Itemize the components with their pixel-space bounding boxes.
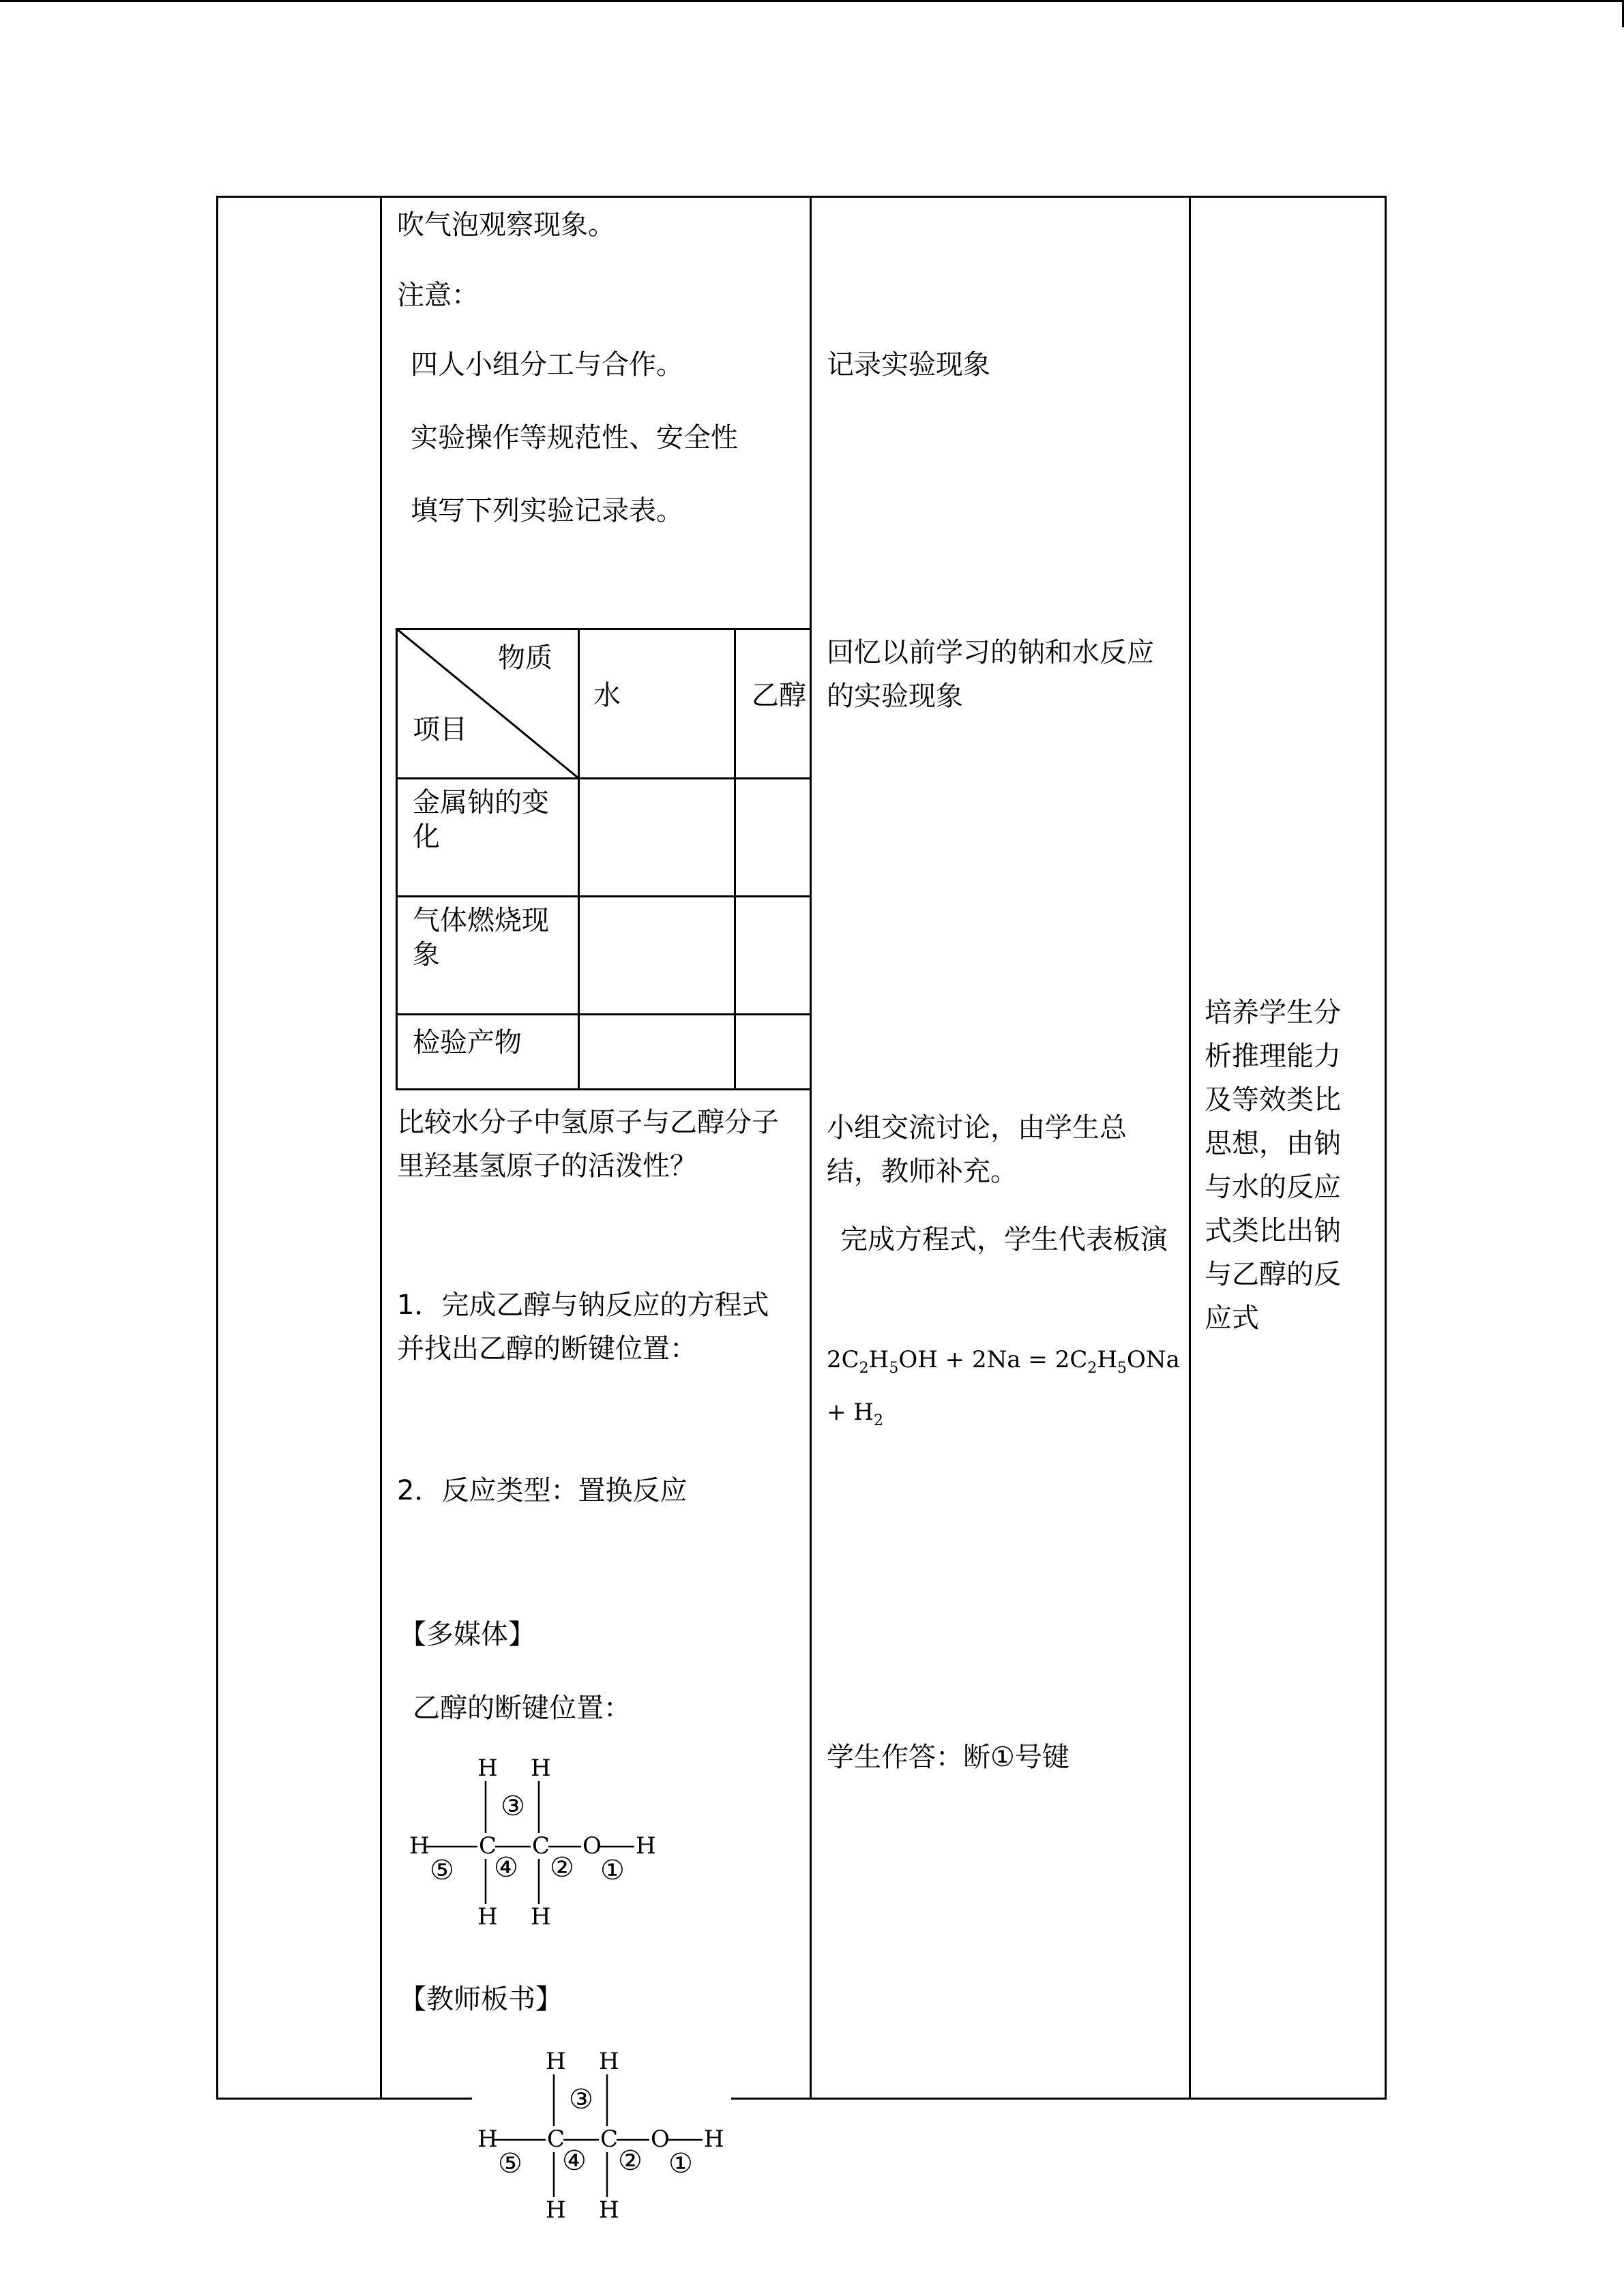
table-bottom-border-left [216, 2098, 475, 2100]
atom-c1: C [479, 1832, 497, 1860]
note-fill-table: 填写下列实验记录表。 [411, 495, 683, 526]
text-bubble-observe: 吹气泡观察现象。 [397, 209, 615, 241]
bond-2-marker: ② [618, 2145, 643, 2177]
table-bottom-border-right [724, 2098, 1387, 2100]
equation-task: 完成方程式，学生代表板演 [840, 1224, 1168, 1255]
bond-4-marker: ④ [562, 2145, 587, 2177]
bond-position-label: 乙醇的断键位置： [413, 1693, 631, 1724]
bond-3-marker: ③ [569, 2084, 593, 2115]
atom-h-top1: H [546, 2048, 566, 2075]
atom-h-right: H [636, 1832, 656, 1860]
col1-divider [380, 196, 382, 2100]
atom-h-bottom2: H [599, 2196, 619, 2223]
col-header-water: 水 [593, 680, 621, 711]
col3-divider [1189, 196, 1191, 2100]
recall-sodium-water: 回忆以前学习的钠和水反应的实验现象 [827, 637, 1154, 712]
table-left-border [216, 196, 218, 2100]
reaction-equation: $2C_2H_5OH + 2Na = 2C_2H_5ONa + H_2$ [827, 1346, 1180, 1429]
inner-table-col-divider2 [734, 628, 736, 1090]
header-substance: 物质 [498, 642, 552, 674]
design-intent: 培养学生分析推理能力及等效类比思想，由钠与水的反应式类比出钠与乙醇的反应式 [1205, 997, 1341, 1334]
atom-c1: C [547, 2126, 565, 2153]
atom-h-top1: H [477, 1755, 498, 1782]
table-right-border [1385, 196, 1387, 2100]
atom-h-bottom1: H [477, 1903, 498, 1930]
header-item: 项目 [413, 714, 467, 745]
col2-divider [810, 196, 812, 2100]
student-answer: 学生作答：断①号键 [827, 1742, 1069, 1773]
atom-o: O [582, 1832, 602, 1860]
note-label: 注意： [397, 280, 479, 311]
atom-c2: C [600, 2126, 619, 2153]
atom-h-bottom2: H [531, 1903, 551, 1930]
inner-table-bottom [396, 1088, 812, 1090]
multimedia-heading: 【多媒体】 [399, 1619, 535, 1650]
atom-h-top2: H [599, 2048, 619, 2075]
group-discussion: 小组交流讨论，由学生总结，教师补充。 [827, 1112, 1127, 1187]
inner-table-row2-line [396, 895, 812, 897]
bond-1-marker: ① [668, 2148, 693, 2179]
row-gas-burning: 气体燃烧现象 [413, 905, 549, 970]
bond-1-marker: ① [600, 1855, 625, 1886]
atom-h-right: H [704, 2126, 724, 2153]
compare-question: 比较水分子中氢原子与乙醇分子里羟基氢原子的活泼性？ [397, 1107, 779, 1182]
step1-equation-task: 1．完成乙醇与钠反应的方程式并找出乙醇的断键位置： [397, 1289, 769, 1365]
row-test-product: 检验产物 [413, 1027, 522, 1058]
atom-h-left: H [477, 2126, 498, 2153]
note-group-work: 四人小组分工与合作。 [411, 349, 683, 381]
atom-h-bottom1: H [546, 2196, 566, 2223]
atom-c2: C [532, 1832, 550, 1860]
step2-reaction-type: 2．反应类型：置换反应 [397, 1475, 688, 1506]
atom-o: O [651, 2126, 670, 2153]
record-phenomenon: 记录实验现象 [827, 349, 990, 381]
bond-4-marker: ④ [494, 1852, 518, 1883]
bond-5-marker: ⑤ [430, 1855, 454, 1886]
inner-table-row3-line [396, 1013, 812, 1015]
ethanol-structure-multimedia [404, 1753, 663, 1933]
row-sodium-change: 金属钠的变化 [413, 787, 549, 852]
table-top-border [216, 196, 1387, 198]
bond-2-marker: ② [550, 1852, 574, 1883]
bond-5-marker: ⑤ [498, 2148, 522, 2179]
page-top-rule [0, 0, 1624, 2]
ethanol-structure-board [472, 2046, 731, 2226]
atom-h-left: H [409, 1832, 430, 1860]
note-safety: 实验操作等规范性、安全性 [411, 422, 738, 453]
atom-h-top2: H [531, 1755, 551, 1782]
teacher-board-heading: 【教师板书】 [399, 1984, 563, 2015]
bond-3-marker: ③ [501, 1791, 525, 1822]
col-header-ethanol: 乙醇 [752, 680, 806, 711]
